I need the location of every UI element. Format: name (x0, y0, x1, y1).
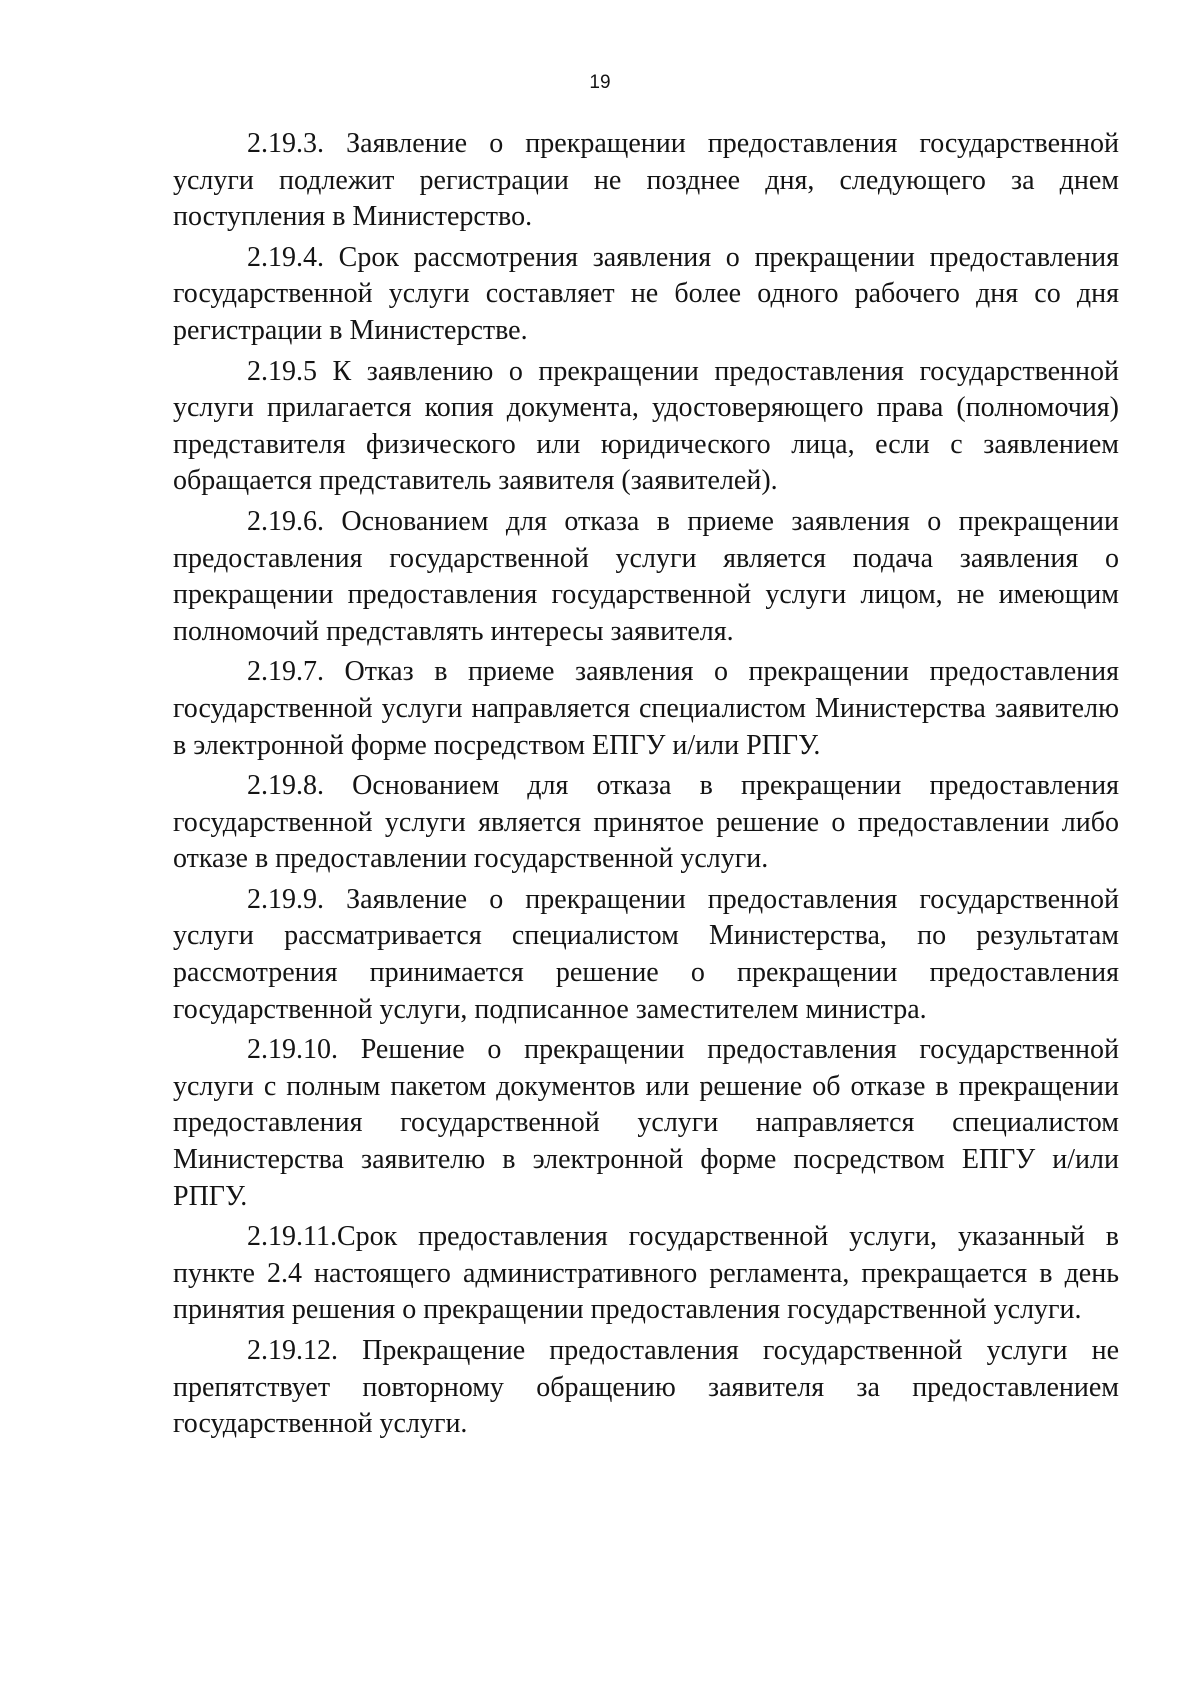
document-body (173, 126, 1119, 1447)
paragraph-2-19-8: 2.19.8. Основанием для отказа в прекращении предоставления государственной услуги является принятое решение о предоставлении либо отказе в предоставлении государственной услуги. (173, 770, 1119, 875)
page-number: 19 (589, 72, 611, 93)
paragraph-2-19-5: 2.19.5 К заявлению о прекращении предоставления государственной услуги прилагается копия документа, удостоверяющего права (полномочия) представителя физического или юридического лица, если с заявлением обращается представитель заявителя (заявителей). (173, 355, 1119, 497)
paragraph-2-19-3: 2.19.3. Заявление о прекращении предоставления государственной услуги подлежит регистрации не позднее дня, следующего за днем поступления в Министерство. (173, 128, 1119, 233)
paragraph-2-19-7: 2.19.7. Отказ в приеме заявления о прекращении предоставления государственной услуги направляется специалистом Министерства заявителю в электронной форме посредством ЕПГУ и/или РПГУ. (173, 656, 1119, 761)
paragraph-2-19-4: 2.19.4. Срок рассмотрения заявления о прекращении предоставления государственной услуги составляет не более одного рабочего дня со дня регистрации в Министерстве. (173, 241, 1119, 346)
paragraph-2-19-9: 2.19.9. Заявление о прекращении предоставления государственной услуги рассматривается специалистом Министерства, по результатам рассмотрения принимается решение о прекращении предоставления государственной услуги, подписанное заместителем министра. (173, 883, 1119, 1025)
paragraph-2-19-11: 2.19.11.Срок предоставления государственной услуги, указанный в пункте 2.4 настоящего административного регламента, прекращается в день принятия решения о прекращении предоставления государственной услуги. (173, 1221, 1119, 1326)
paragraph-2-19-12: 2.19.12. Прекращение предоставления государственной услуги не препятствует повторному обращению заявителя за предоставлением государственной услуги. (173, 1335, 1119, 1440)
paragraph-2-19-6: 2.19.6. Основанием для отказа в приеме заявления о прекращении предоставления государственной услуги является подача заявления о прекращении предоставления государственной услуги лицом, не имеющим полномочий представлять интересы заявителя. (173, 505, 1119, 647)
paragraph-2-19-10: 2.19.10. Решение о прекращении предоставления государственной услуги с полным пакетом документов или решение об отказе в прекращении предоставления государственной услуги направляется специалистом Министерства заявителю в электронной форме посредством ЕПГУ и/или РПГУ. (173, 1034, 1119, 1212)
